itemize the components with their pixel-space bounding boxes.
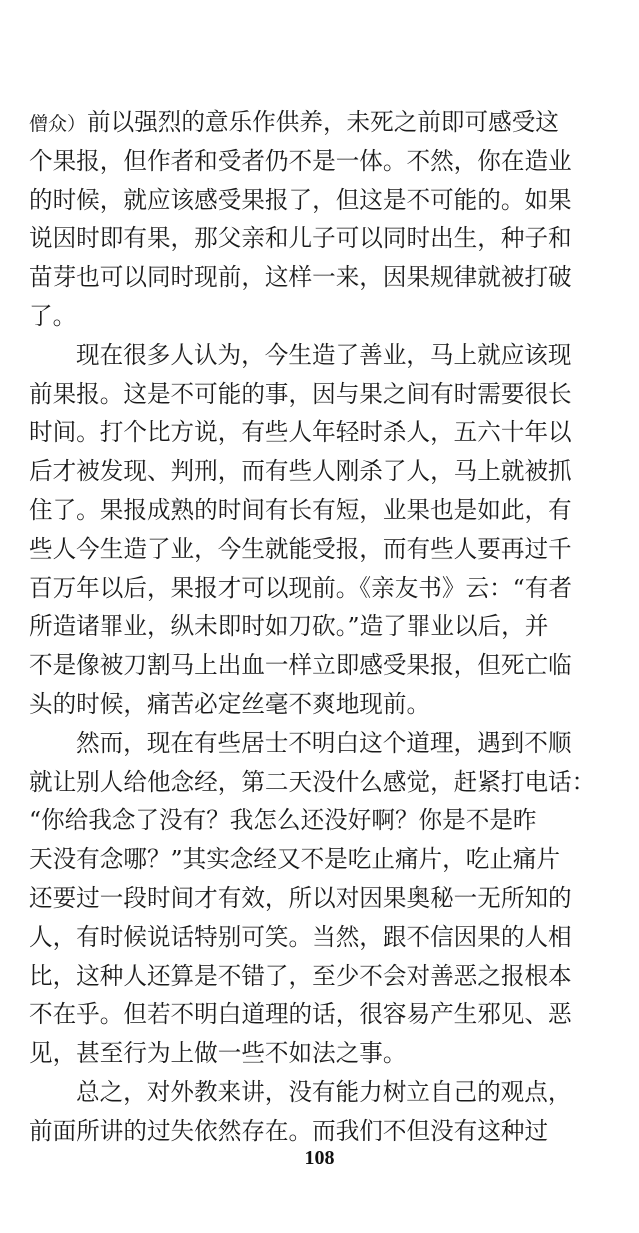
text-line-27: 前面所讲的过失依然存在。而我们不但没有这种过 [29,1116,549,1145]
text-line-25: 见，甚至行为上做一些不如法之事。 [29,1039,407,1068]
text-line-5: 苗芽也可以同时现前，这样一来，因果规律就被打破 [29,263,572,292]
text-line-19: “你给我念了没有？我怎么还没好啊？你是不是昨 [29,806,537,835]
text-line-24: 不在乎。但若不明白道理的话，很容易产生邪见、恶 [29,1000,572,1029]
text-line-26: 总之，对外教来讲，没有能力树立自己的观点， [76,1077,572,1106]
text-line-6: 了。 [29,301,77,330]
text-line-14: 所造诸罪业，纵未即时如刀砍。”造了罪业以后，并 [29,612,549,641]
text-line-23: 比，这种人还算是不错了，至少不会对善恶之报根本 [29,961,572,990]
text-line-18: 就让别人给他念经，第二天没什么感觉，赶紧打电话： [29,767,596,796]
text-line-15: 不是像被刀割马上出血一样立即感受果报，但死亡临 [29,651,572,680]
text-line-20: 天没有念哪？”其实念经又不是吃止痛片，吃止痛片 [29,845,561,874]
text-line-12: 些人今生造了业，今生就能受报，而有些人要再过千 [29,534,572,563]
line-text: 前以强烈的意乐作供养，未死之前即可感受这 [87,108,559,136]
text-line-13: 百万年以后，果报才可以现前。《亲友书》云：“有者 [29,573,572,602]
text-line-7: 现在很多人认为，今生造了善业，马上就应该现 [76,340,572,369]
page-number: 108 [304,1147,335,1169]
text-line-9: 时间。打个比方说，有些人年轻时杀人，五六十年以 [29,418,572,447]
text-line-16: 头的时候，痛苦必定丝毫不爽地现前。 [29,689,431,718]
text-line-11: 住了。果报成熟的时间有长有短，业果也是如此，有 [29,495,572,524]
text-line-17: 然而，现在有些居士不明白这个道理，遇到不顺 [76,728,572,757]
line-prefix: 僧众） [29,113,87,135]
text-line-2: 个果报，但作者和受者仍不是一体。不然，你在造业 [29,146,572,175]
text-line-8: 前果报。这是不可能的事，因与果之间有时需要很长 [29,379,572,408]
text-line-1 [29,103,613,142]
text-line-22: 人，有时候说话特别可笑。当然，跟不信因果的人相 [29,922,572,951]
text-line-21: 还要过一段时间才有效，所以对因果奥秘一无所知的 [29,883,572,912]
text-line-4: 说因时即有果，那父亲和儿子可以同时出生，种子和 [29,224,572,253]
body-text [29,103,613,1151]
text-line-3: 的时候，就应该感受果报了，但这是不可能的。如果 [29,185,572,214]
text-line-10: 后才被发现、判刑，而有些人刚杀了人，马上就被抓 [29,457,572,486]
